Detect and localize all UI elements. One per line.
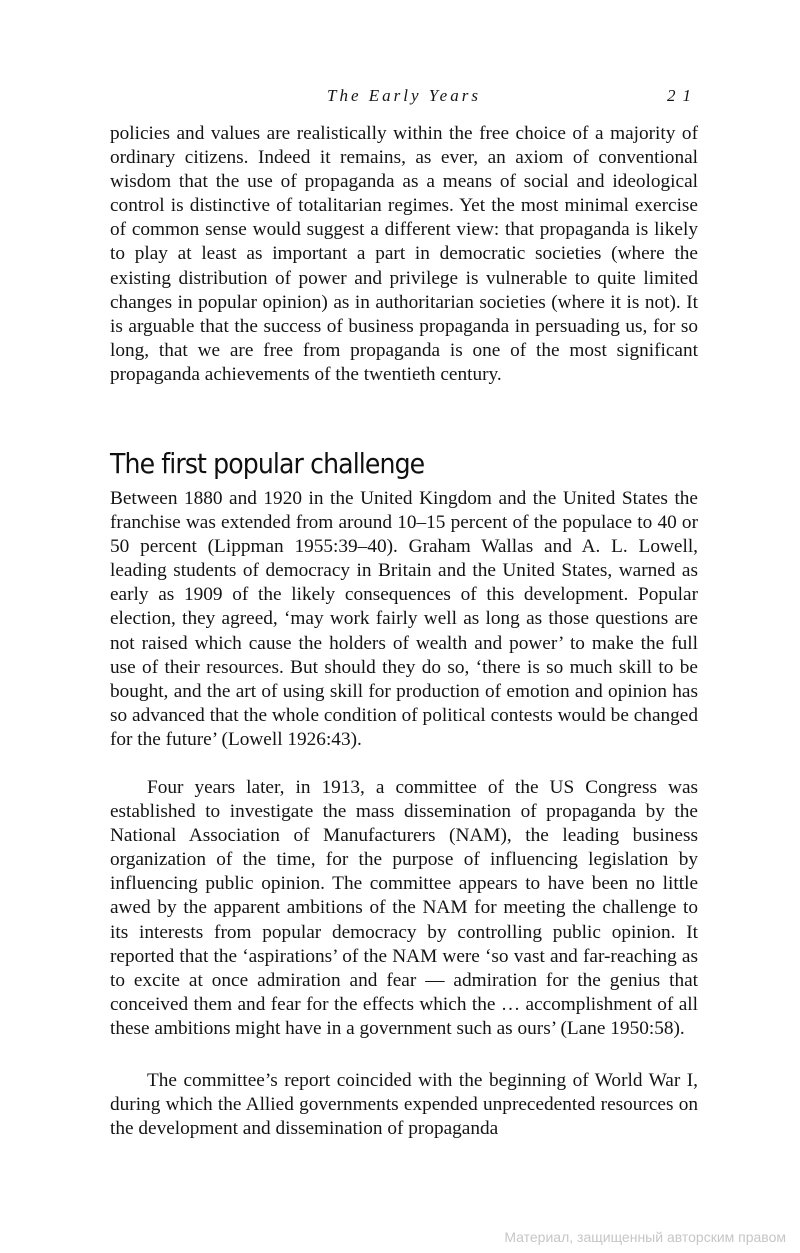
- running-head: [110, 86, 698, 110]
- paragraph-text: Between 1880 and 1920 in the United Kingdom and the United States the franchise was extended from around 10–15 percent of the populace to 40 or 50 percent (Lippman 1955:39–40). Graham Wallas and A. L. Lowell, leading students of democracy in Britain and the United States, warned as early as 1909 of the likely consequences of this development. Popular election, they agreed, ‘may work fairly well as long as those questions are not raised which cause the holders of wealth and power’ to make the full use of their resources. But should they do so, ‘there is so much skill to be bought, and the art of using skill for production of emotion and opinion has so advanced that the whole condition of political contests would be changed for the future’ (Lowell 1926:43).: [110, 488, 698, 750]
- paragraph-text: policies and values are realistically within the free choice of a majority of ordinary citizens. Indeed it remains, as ever, an axiom of conventional wisdom that the use of propaganda as a means of social and ideological control is distinctive of totalitarian regimes. Yet the most minimal exercise of common sense would suggest a different view: that propaganda is likely to play at least as important a part in democratic societies (where the existing distribution of power and privilege is vulnerable to quite limited changes in popular opinion) as in authoritarian societies (where it is not). It is arguable that the success of business propaganda in persuading us, for so long, that we are free from propaganda is one of the most significant propaganda achievements of the twentieth century.: [110, 123, 698, 385]
- copyright-watermark: Материал, защищенный авторским правом: [504, 1229, 786, 1245]
- paragraph-text: The committee’s report coincided with the beginning of World War I, during which the Allied governments expended unprecedented resources on the development and dissemination of propaganda: [110, 1070, 698, 1140]
- running-title: The Early Years: [327, 86, 481, 105]
- body-paragraph-4: [110, 1069, 698, 1141]
- body-paragraph-2: [110, 487, 698, 752]
- body-paragraph-3: [110, 776, 698, 1041]
- page-number: 21: [667, 86, 698, 105]
- section-heading: The first popular challenge: [110, 447, 425, 480]
- paragraph-text: Four years later, in 1913, a committee of the US Congress was established to investigate the mass dissemination of propaganda by the National Association of Manufacturers (NAM), the leading business organization of the time, for the purpose of influencing legislation by influencing public opinion. The committee appears to have been no little awed by the apparent ambitions of the NAM for meeting the challenge to its interests from popular democracy by controlling public opinion. It reported that the ‘aspirations’ of the NAM were ‘so vast and far-reaching as to excite at once admiration and fear — admiration for the genius that conceived them and fear for the effects which the … accomplishment of all these ambitions might have in a government such as ours’ (Lane 1950:58).: [110, 777, 698, 1039]
- body-paragraph-1: [110, 122, 698, 387]
